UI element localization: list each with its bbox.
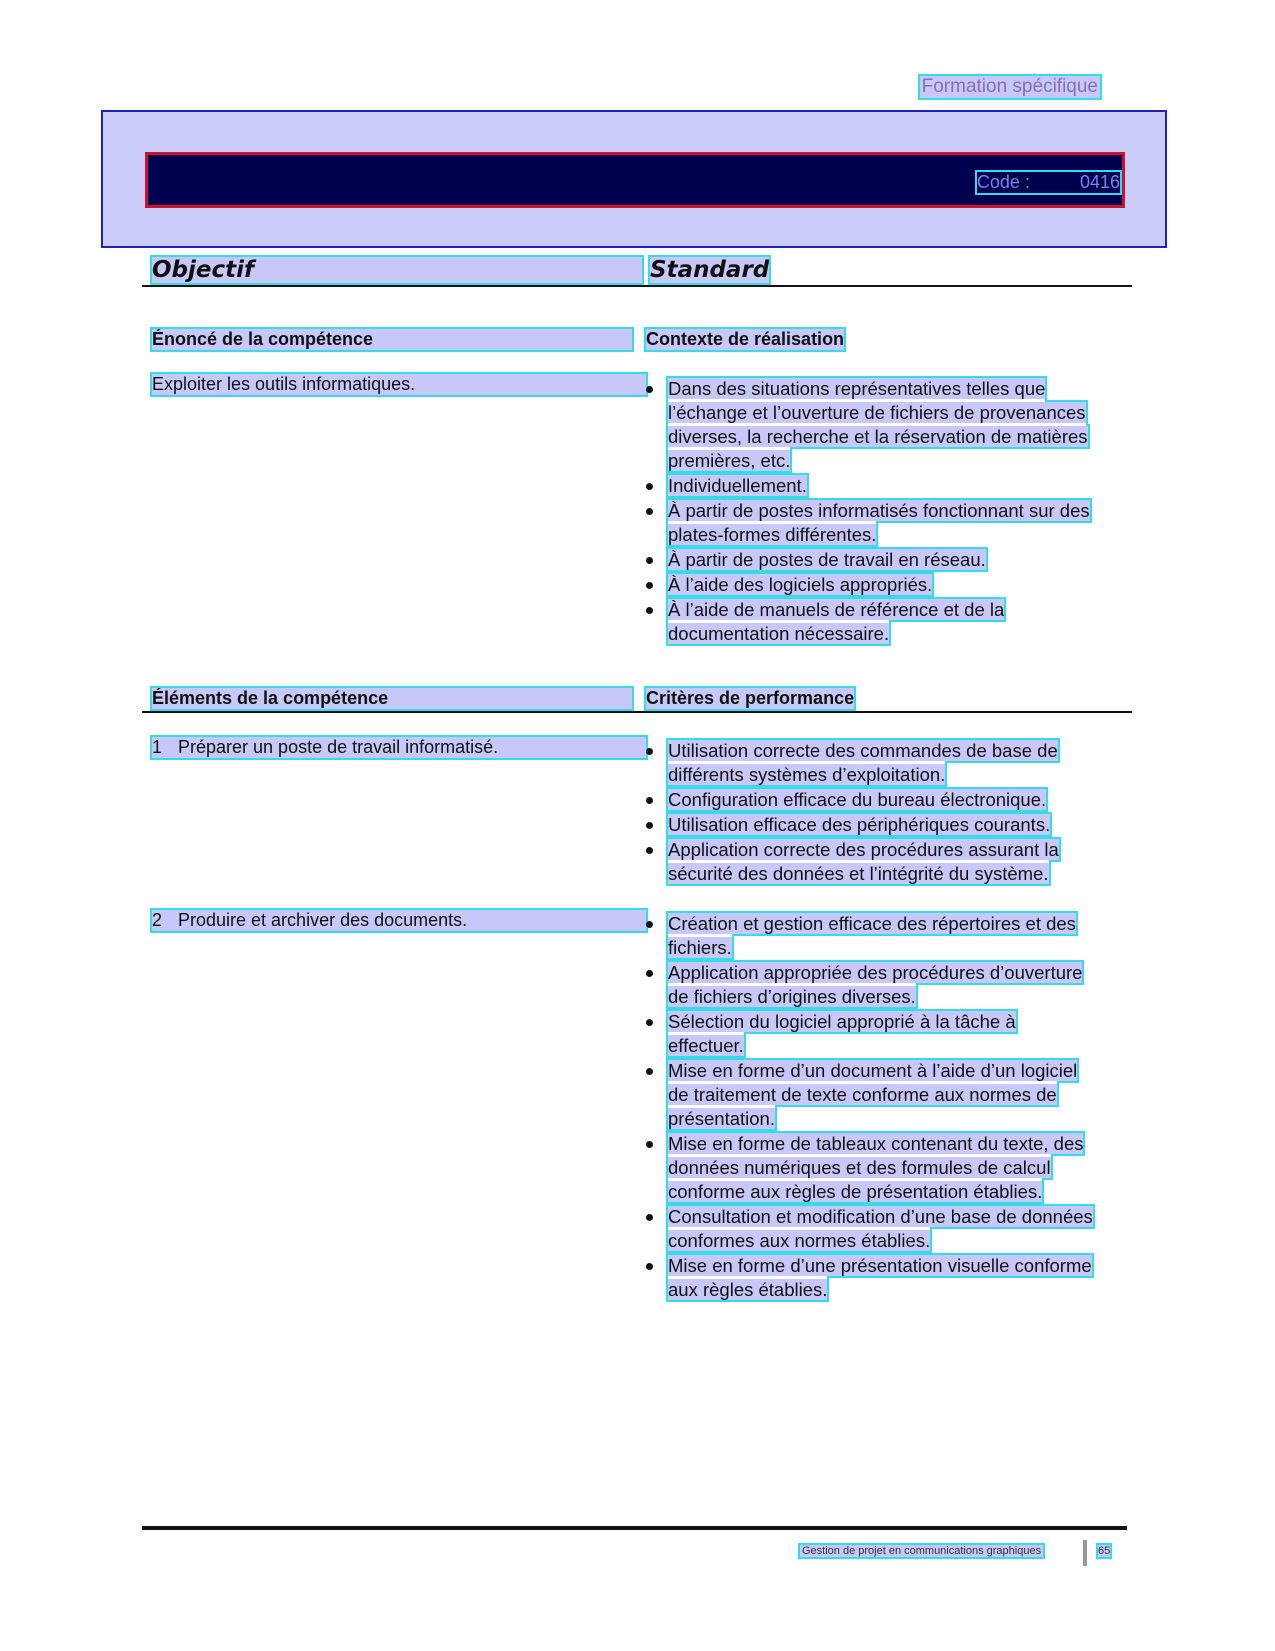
element-2 [152, 910, 646, 931]
bullet-icon [646, 508, 653, 515]
bullet-icon [646, 1141, 653, 1148]
element-number: 1 [152, 737, 163, 757]
bullet-icon [646, 582, 653, 589]
bullet-icon [646, 921, 653, 928]
bullet-icon [646, 557, 653, 564]
banner [101, 110, 1167, 248]
list-item: Application correcte des procédures assurant la sécurité des données et l’intégrité du système. [646, 838, 1116, 886]
footer-title: Gestion de projet en communications graphiques [802, 1545, 1042, 1557]
list-item: Utilisation correcte des commandes de base de différents systèmes d’exploitation. [646, 739, 1116, 787]
list-item: Individuellement. [646, 474, 1106, 498]
criteria-list-1 [646, 739, 1116, 887]
list-item: À partir de postes informatisés fonctionnant sur des plates-formes différentes. [646, 499, 1106, 547]
elements-rule [142, 711, 1132, 713]
bullet-icon [646, 1263, 653, 1270]
bullet-icon [646, 1068, 653, 1075]
bullet-icon [646, 386, 653, 393]
criteria-list-2 [646, 912, 1096, 1303]
code-value: 0416 [1079, 172, 1120, 192]
header-label: Formation spécifique [921, 76, 1098, 97]
bullet-icon [646, 1019, 653, 1026]
list-item: Configuration efficace du bureau électronique. [646, 788, 1116, 812]
criteria-label: Critères de performance [646, 688, 855, 708]
list-item: Application appropriée des procédures d’ouverture de fichiers d’origines diverses. [646, 961, 1096, 1009]
list-item: Consultation et modification d’une base de données conformes aux normes établies. [646, 1205, 1096, 1253]
list-item: À l’aide des logiciels appropriés. [646, 573, 1106, 597]
list-item: Sélection du logiciel approprié à la tâche à effectuer. [646, 1010, 1096, 1058]
bullet-icon [646, 970, 653, 977]
elements-label: Éléments de la compétence [152, 688, 632, 709]
heading-objectif: Objectif [152, 257, 642, 283]
element-1 [152, 737, 646, 758]
list-item: Création et gestion efficace des répertoires et des fichiers. [646, 912, 1096, 960]
code-label: Code : [976, 172, 1030, 192]
code-box [977, 172, 1120, 193]
element-text: Préparer un poste de travail informatisé. [178, 737, 499, 757]
bullet-icon [646, 607, 653, 614]
element-number: 2 [152, 910, 163, 930]
bullet-icon [646, 748, 653, 755]
list-item: À partir de postes de travail en réseau. [646, 548, 1106, 572]
list-item: Mise en forme d’une présentation visuelle conforme aux règles établies. [646, 1254, 1096, 1302]
bullet-icon [646, 822, 653, 829]
element-text: Produire et archiver des documents. [178, 910, 468, 930]
footer-separator [1083, 1540, 1087, 1566]
bullet-icon [646, 483, 653, 490]
bullet-icon [646, 847, 653, 854]
list-item: Dans des situations représentatives telles que l’échange et l’ouverture de fichiers de provenances diverses, la recherche et la réservation de matières premières, etc. [646, 377, 1106, 473]
list-item: Mise en forme de tableaux contenant du texte, des données numériques et des formules de calcul conforme aux règles de présentation établies. [646, 1132, 1096, 1204]
heading-standard: Standard [650, 257, 770, 283]
footer-rule [142, 1526, 1127, 1530]
banner-title-bar [145, 152, 1125, 208]
bullet-icon [646, 1214, 653, 1221]
header-rule [142, 285, 1132, 287]
competence-text: Exploiter les outils informatiques. [152, 374, 646, 395]
context-label: Contexte de réalisation [646, 329, 845, 349]
bullet-icon [646, 797, 653, 804]
list-item: Utilisation efficace des périphériques courants. [646, 813, 1116, 837]
competence-label: Énoncé de la compétence [152, 329, 632, 350]
list-item: Mise en forme d’un document à l’aide d’un logiciel de traitement de texte conforme aux normes de présentation. [646, 1059, 1096, 1131]
context-list [646, 377, 1106, 647]
list-item: À l’aide de manuels de référence et de la documentation nécessaire. [646, 598, 1106, 646]
page-number: 65 [1098, 1545, 1111, 1557]
